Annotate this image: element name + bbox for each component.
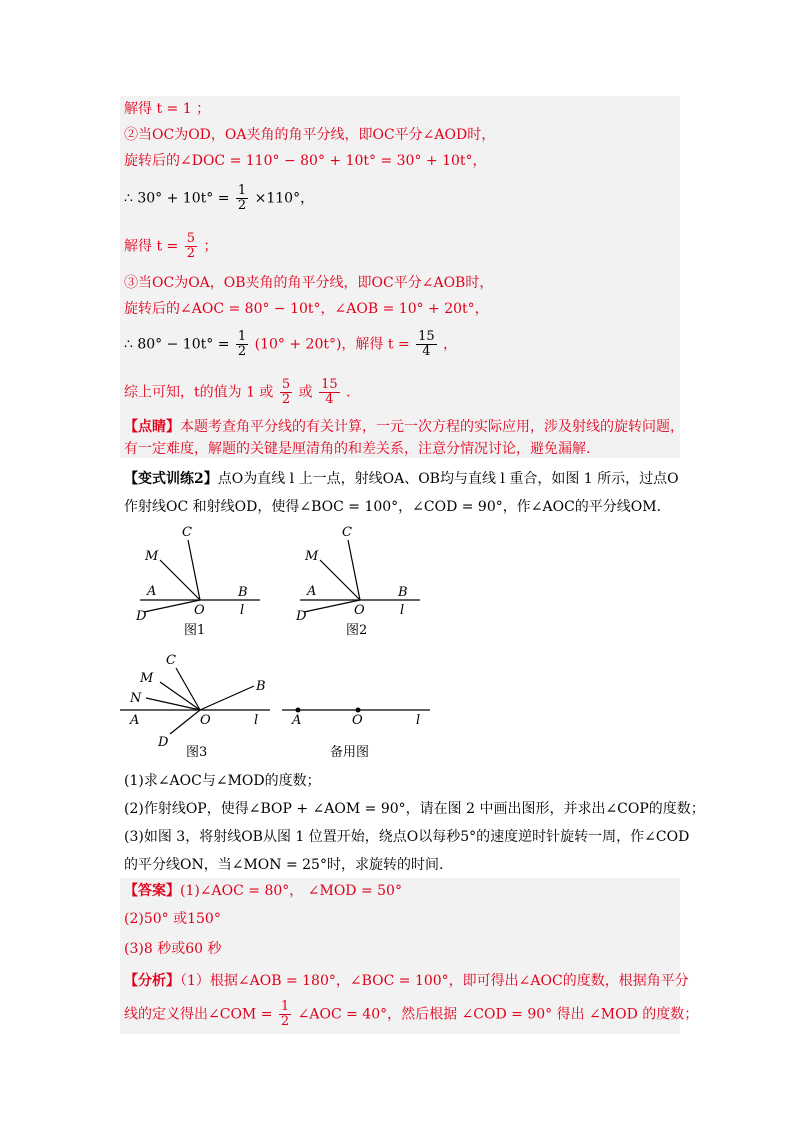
answer-line-1: 【答案】(1)∠AOC = 80°， ∠MOD = 50° bbox=[124, 883, 402, 899]
comment-line-2: 有一定难度，解题的关键是厘清角的和差关系，注意分情况讨论，避免漏解. bbox=[124, 441, 591, 457]
figure-2 bbox=[295, 525, 420, 638]
label-N: N bbox=[130, 691, 142, 706]
label-A: A bbox=[292, 713, 302, 728]
fig2-caption: 图2 bbox=[346, 623, 368, 638]
fraction: $\frac{15}{4}$ bbox=[418, 329, 435, 359]
fraction: $\frac{1}{2}$ bbox=[237, 183, 247, 213]
fraction: $\frac{5}{2}$ bbox=[281, 377, 291, 407]
analysis-line-1: 【分析】（1）根据∠AOB = 180°，∠BOC = 100°，即可得出∠AOC的度数，根据角平分 bbox=[124, 973, 689, 989]
question-3b: 的平分线ON，当∠MON = 25°时，求旋转的时间. bbox=[124, 857, 444, 873]
comment-tag: 【点睛】 bbox=[124, 419, 180, 435]
label-A: A bbox=[130, 713, 140, 728]
label-M: M bbox=[140, 671, 154, 686]
answer-line-3: (3)8 秒或60 秒 bbox=[124, 941, 222, 957]
analysis-tag: 【分析】 bbox=[124, 973, 180, 989]
label-O: O bbox=[352, 713, 363, 728]
solution-line-5: 解得 t = $\frac{5}{2}$ ； bbox=[124, 231, 218, 261]
question-2: (2)作射线OP，使得∠BOP + ∠AOM = 90°，请在图 2 中画出图形，并求出∠COP的度数； bbox=[124, 801, 705, 817]
solution-block bbox=[120, 96, 684, 458]
figures bbox=[120, 520, 680, 770]
point-A bbox=[296, 708, 301, 713]
label-B: B bbox=[256, 679, 266, 694]
answer-block bbox=[120, 878, 699, 1034]
label-B: B bbox=[238, 585, 248, 600]
question-1: (1)求∠AOC与∠MOD的度数； bbox=[124, 773, 321, 789]
fig4-caption: 备用图 bbox=[330, 745, 370, 760]
answer-tag: 【答案】 bbox=[124, 883, 180, 899]
fraction: $\frac{5}{2}$ bbox=[186, 231, 195, 261]
solution-line-6: ③当OC为OA，OB夹角的角平分线，即OC平分∠AOB时， bbox=[124, 275, 494, 291]
fraction: $\frac{1}{2}$ bbox=[237, 329, 247, 359]
problem-line-2: 作射线OC 和射线OD，使得∠BOC = 100°，∠COD = 90°，作∠AOC的平分线OM． bbox=[124, 499, 671, 515]
label-C: C bbox=[166, 653, 176, 668]
solution-line-9: 综上可知，t的值为 1 或 $\frac{5}{2}$ 或 $\frac{15}{4}$ ． bbox=[124, 377, 361, 407]
solution-line-3: 旋转后的∠DOC = 110° − 80° + 10t° = 30° + 10t°， bbox=[124, 153, 487, 169]
figure-spare bbox=[282, 708, 430, 761]
label-O: O bbox=[200, 713, 211, 728]
analysis-line-2: 线的定义得出∠COM = $\frac{1}{2}$ ∠AOC = 40°，然后根据 ∠COD = 90° 得出 ∠MOD 的度数； bbox=[124, 999, 699, 1029]
figure-1 bbox=[135, 525, 260, 638]
solution-line-2: ②当OC为OD，OA夹角的角平分线，即OC平分∠AOD时， bbox=[124, 127, 496, 143]
label-O: O bbox=[354, 603, 365, 618]
fig3-caption: 图3 bbox=[186, 745, 208, 760]
label-l: l bbox=[416, 713, 421, 728]
label-C: C bbox=[182, 525, 192, 540]
label-A: A bbox=[307, 584, 317, 599]
label-D: D bbox=[136, 609, 147, 624]
comment-line-1: 【点睛】本题考查角平分线的有关计算，一元一次方程的实际应用，涉及射线的旋转问题， bbox=[124, 419, 684, 435]
label-D: D bbox=[296, 609, 307, 624]
label-M: M bbox=[145, 549, 159, 564]
label-A: A bbox=[147, 584, 157, 599]
answer-line-2: (2)50° 或150° bbox=[124, 911, 221, 927]
figure-3 bbox=[120, 653, 270, 760]
fraction: $\frac{15}{4}$ bbox=[321, 377, 338, 407]
problem-line-1: 【变式训练2】点O为直线 l 上一点，射线OA、OB均与直线 l 重合，如图 1 所示，过点O bbox=[124, 471, 679, 487]
problem-tag: 【变式训练2】 bbox=[124, 471, 218, 487]
label-O: O bbox=[194, 603, 205, 618]
label-M: M bbox=[305, 549, 319, 564]
label-l: l bbox=[240, 603, 245, 618]
label-B: B bbox=[398, 585, 408, 600]
solution-line-1: 解得 t = 1 ； bbox=[124, 101, 211, 117]
solution-line-7: 旋转后的∠AOC = 80° − 10t°，∠AOB = 10° + 20t°， bbox=[124, 301, 489, 317]
fraction: $\frac{1}{2}$ bbox=[280, 999, 290, 1029]
label-l: l bbox=[400, 603, 405, 618]
label-C: C bbox=[342, 525, 352, 540]
fig1-caption: 图1 bbox=[184, 623, 206, 638]
point-O bbox=[356, 708, 361, 713]
solution-line-8: ∴ 80° − 10t° = $\frac{1}{2}$ (10° + 20t°)，解得 t = $\frac{15}{4}$ ， bbox=[124, 329, 458, 359]
label-D: D bbox=[158, 735, 169, 750]
solution-line-4: ∴ 30° + 10t° = $\frac{1}{2}$ ×110°， bbox=[124, 183, 315, 213]
label-l: l bbox=[254, 713, 259, 728]
question-3a: (3)如图 3，将射线OB从图 1 位置开始，绕点O以每秒5°的速度逆时针旋转一周，作∠COD bbox=[124, 829, 690, 845]
